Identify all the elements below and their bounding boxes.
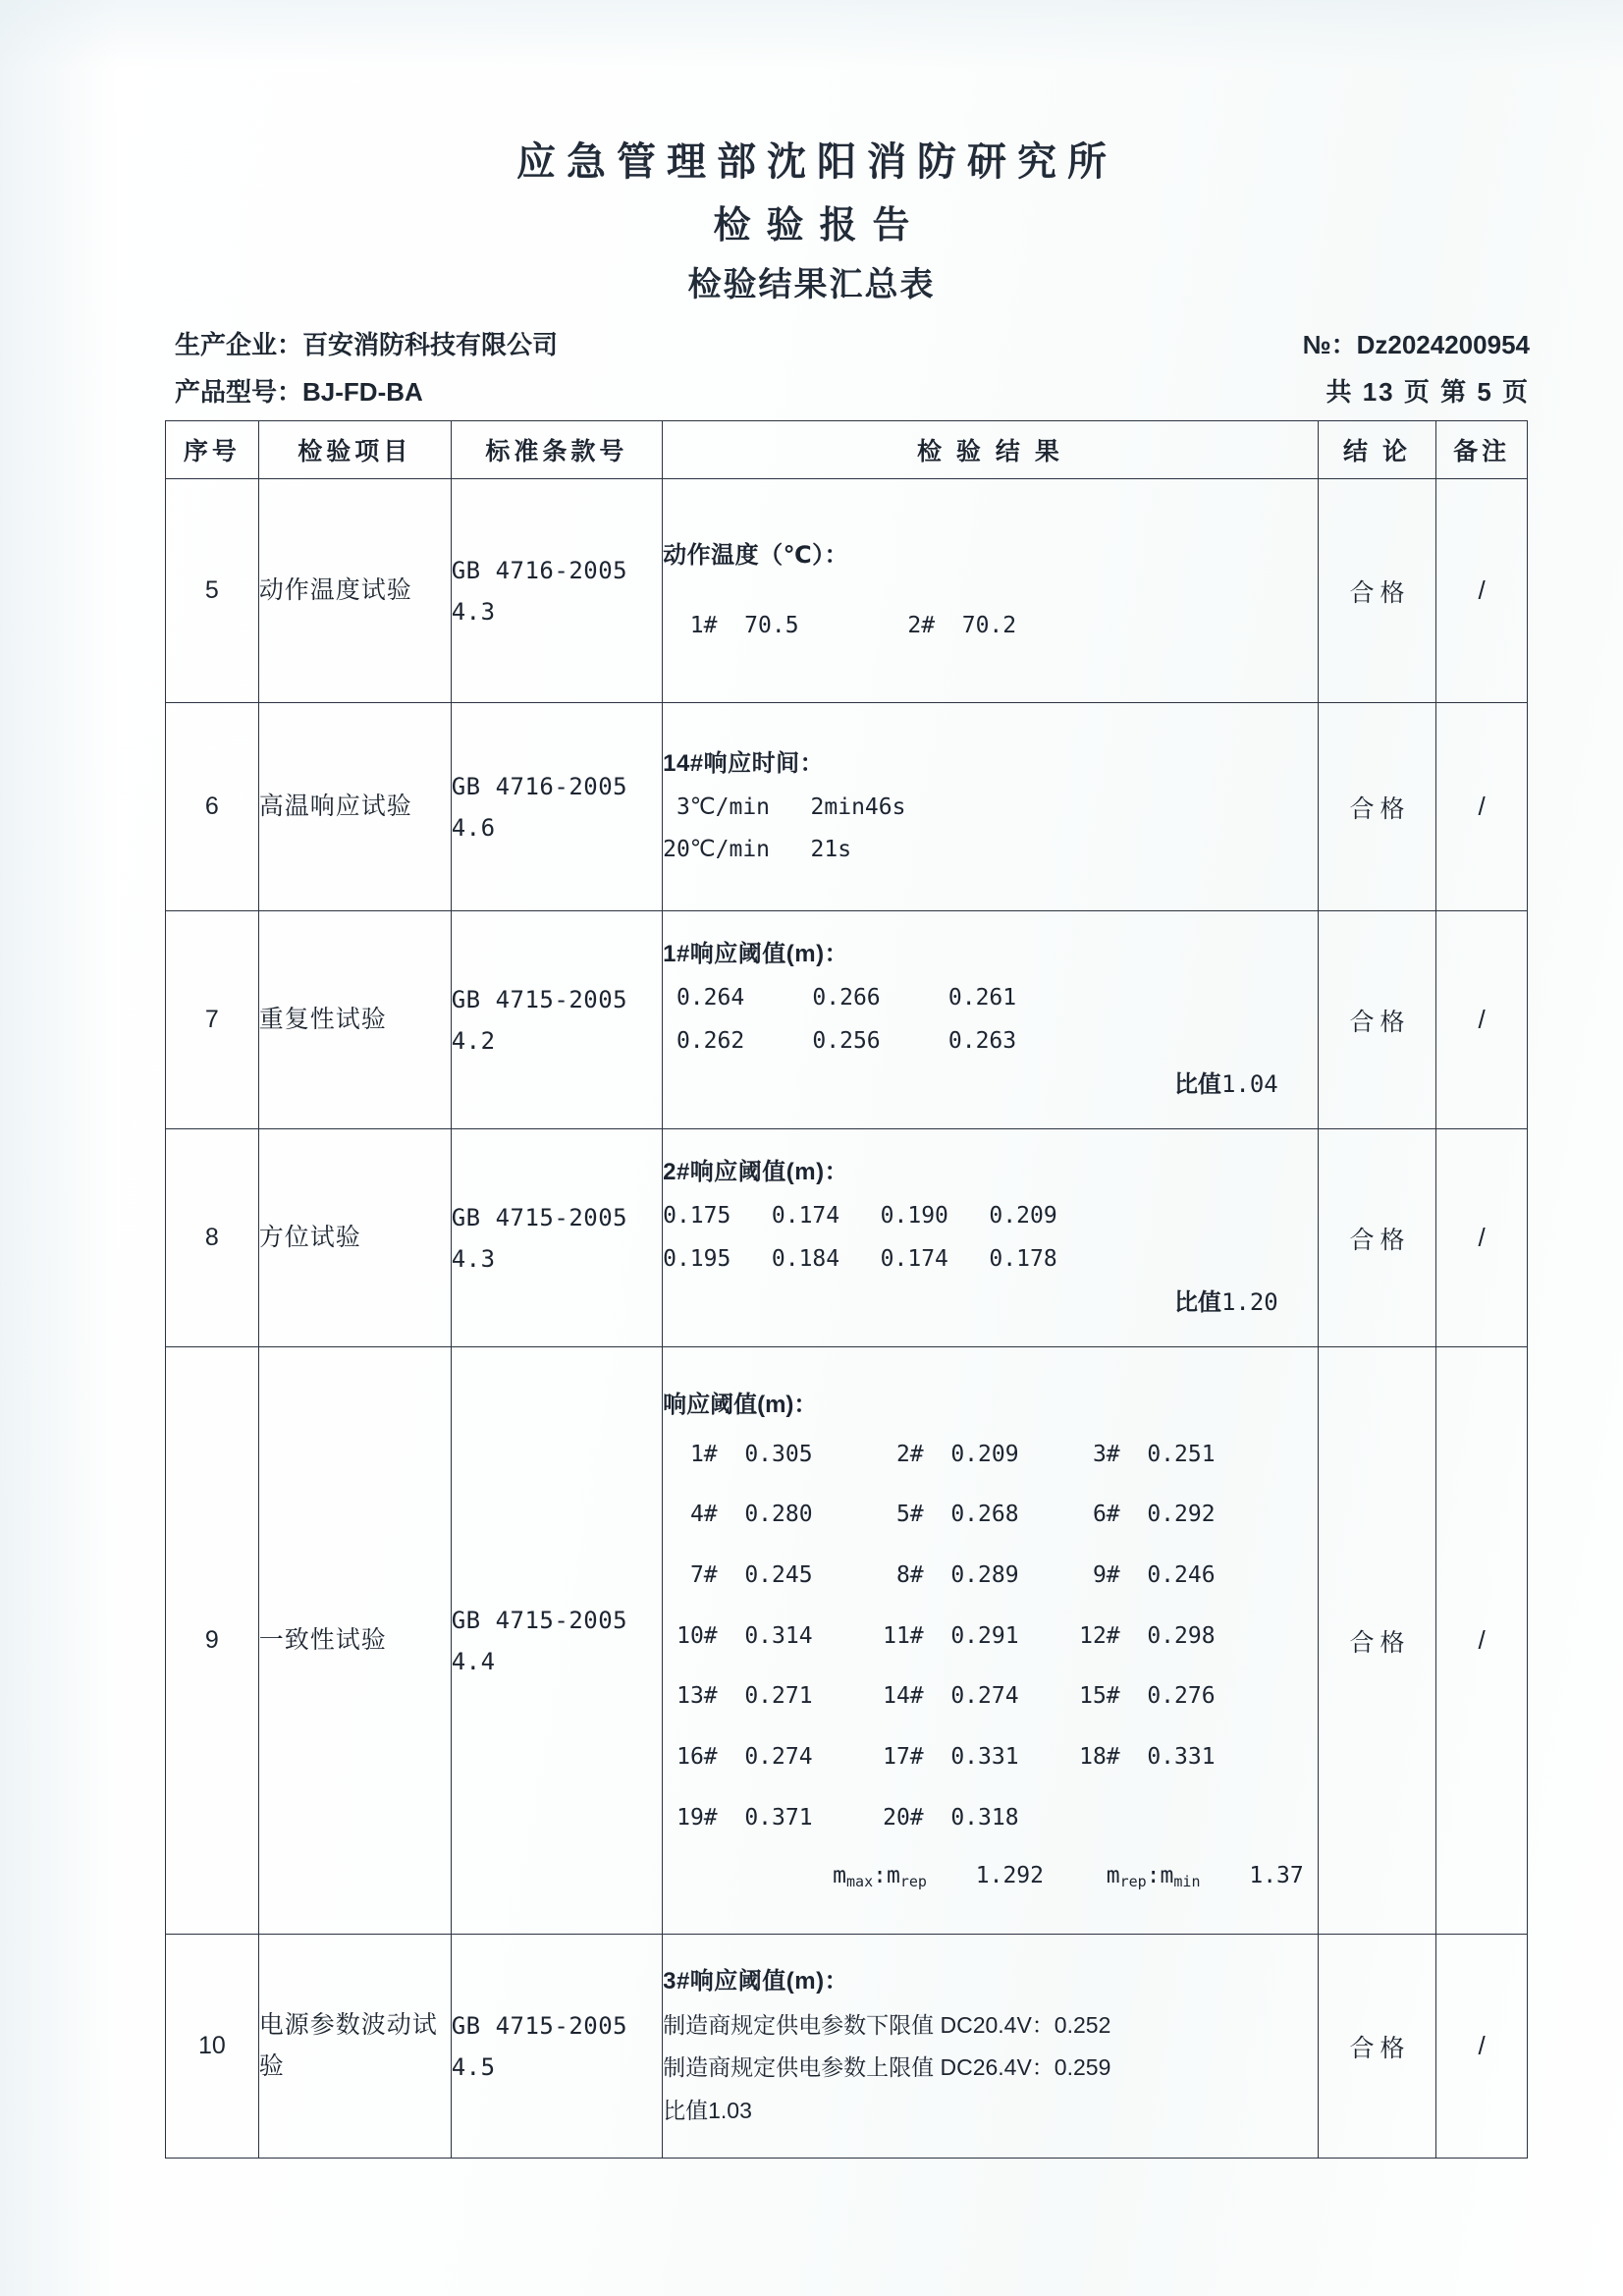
consistency-cell: 6# 0.292 [1079, 1502, 1216, 1528]
result-line: 0.175 0.174 0.190 0.209 [663, 1202, 1057, 1229]
page-info: 共 13 页 第 5 页 [1325, 376, 1530, 407]
consistency-cell: 7# 0.245 [676, 1561, 813, 1588]
consistency-cell [1079, 1797, 1275, 1840]
meta-left-block [175, 321, 558, 415]
cell-result [663, 1129, 1319, 1347]
ratio-rep-min: $m_{rep}:m_{min}$ [1106, 1863, 1201, 1891]
consistency-cell: 10# 0.314 [676, 1622, 813, 1649]
form-title: 检验结果汇总表 [687, 266, 936, 303]
meta-info [0, 321, 1623, 417]
ratio-value: 1.20 [1220, 1288, 1278, 1317]
consistency-cell: 2# 0.209 [883, 1441, 1019, 1467]
consistency-cell: 14# 0.274 [883, 1683, 1019, 1710]
model-value: BJ-FD-BA [302, 376, 423, 407]
consistency-cell: 16# 0.274 [676, 1743, 813, 1770]
cell-no: 10 [166, 1935, 259, 2159]
institute-title: 应急管理部沈阳消防研究所 [516, 140, 1117, 184]
cell-remark: / [1436, 911, 1528, 1129]
cell-remark: / [1436, 479, 1528, 703]
cell-item: 高温响应试验 [258, 703, 451, 911]
clause-standard: GB 4716-2005 [451, 556, 628, 584]
result-ratio: 比值1.03 [663, 2098, 752, 2124]
cell-item: 动作温度试验 [258, 479, 451, 703]
result-heading: 响应阈值(m)： [663, 1391, 818, 1418]
clause-standard: GB 4716-2005 [451, 772, 628, 800]
th-conclusion: 结 论 [1318, 421, 1436, 479]
cell-clause [451, 479, 662, 703]
result-heading: 14#响应时间： [663, 750, 825, 778]
cell-item: 一致性试验 [258, 1347, 451, 1935]
cell-result [663, 911, 1319, 1129]
clause-standard: GB 4715-2005 [451, 1203, 628, 1231]
consistency-cell: 15# 0.276 [1079, 1683, 1216, 1710]
consistency-cell: 12# 0.298 [1079, 1622, 1216, 1649]
result-heading: 3#响应阈值(m)： [663, 1968, 849, 1995]
report-number-label: №： [1302, 329, 1357, 359]
consistency-cell: 4# 0.280 [676, 1502, 813, 1528]
th-result: 检 验 结 果 [663, 421, 1319, 479]
cell-conclusion: 合格 [1318, 911, 1436, 1129]
consistency-cell: 17# 0.331 [883, 1743, 1019, 1770]
table-row [166, 1129, 1528, 1347]
cell-remark: / [1436, 1129, 1528, 1347]
clause-section: 4.4 [451, 1647, 496, 1675]
result-heading: 动作温度（℃）： [663, 541, 849, 569]
clause-section: 4.3 [451, 597, 496, 626]
th-clause: 标准条款号 [451, 421, 662, 479]
cell-remark: / [1436, 703, 1528, 911]
result-ratio [663, 1281, 1318, 1326]
clause-section: 4.3 [451, 1244, 496, 1273]
consistency-cell: 19# 0.371 [676, 1804, 813, 1831]
cell-clause [451, 1935, 662, 2159]
ratio-label: 比值 [1173, 1071, 1221, 1099]
results-table-wrapper [165, 420, 1528, 2159]
table-row [166, 1347, 1528, 1935]
ratio-value: 1.04 [1220, 1070, 1278, 1099]
ratio-rep-min-value: 1.37 [1249, 1863, 1304, 1889]
th-no: 序号 [166, 421, 259, 479]
cell-conclusion: 合格 [1318, 1935, 1436, 2159]
manufacturer-label: 生产企业： [175, 329, 303, 359]
consistency-cell: 20# 0.318 [883, 1804, 1019, 1831]
manufacturer-value: 百安消防科技有限公司 [302, 329, 559, 359]
result-heading: 2#响应阈值(m)： [663, 1159, 849, 1186]
cell-result [663, 1935, 1319, 2159]
report-title: 检验报告 [713, 205, 926, 246]
cell-no: 9 [166, 1347, 259, 1935]
document-header [0, 0, 1623, 309]
consistency-cell: 5# 0.268 [883, 1502, 1019, 1528]
clause-standard: GB 4715-2005 [451, 985, 628, 1013]
report-number-value: Dz2024200954 [1356, 329, 1530, 359]
consistency-cell: 3# 0.251 [1079, 1441, 1216, 1467]
manufacturer-line [175, 321, 558, 368]
clause-standard: GB 4715-2005 [451, 2011, 628, 2040]
cell-no: 7 [166, 911, 259, 1129]
cell-no: 6 [166, 703, 259, 911]
consistency-cell: 18# 0.331 [1079, 1743, 1216, 1770]
consistency-grid [663, 1434, 1318, 1840]
cell-remark: / [1436, 1347, 1528, 1935]
meta-right-block [1303, 321, 1530, 415]
clause-section: 4.6 [451, 813, 496, 842]
cell-conclusion: 合格 [1318, 1347, 1436, 1935]
result-ratio [663, 1063, 1318, 1108]
result-line: 0.264 0.266 0.261 [663, 984, 1017, 1011]
result-heading: 1#响应阈值(m)： [663, 941, 849, 968]
result-line: 制造商规定供电参数上限值 DC26.4V：0.259 [663, 2054, 1111, 2081]
table-header-row [166, 421, 1528, 479]
ratio-max-rep-value: 1.292 [975, 1863, 1045, 1889]
cell-conclusion: 合格 [1318, 703, 1436, 911]
cell-item: 电源参数波动试验 [258, 1935, 451, 2159]
cell-no: 5 [166, 479, 259, 703]
cell-clause [451, 703, 662, 911]
ratio-label: 比值 [1173, 1289, 1221, 1317]
consistency-cell: 11# 0.291 [883, 1622, 1019, 1649]
cell-result [663, 479, 1319, 703]
clause-standard: GB 4715-2005 [451, 1606, 628, 1634]
table-row [166, 479, 1528, 703]
clause-section: 4.2 [451, 1026, 496, 1055]
result-line: 0.195 0.184 0.174 0.178 [663, 1245, 1057, 1272]
consistency-cell: 1# 0.305 [676, 1441, 813, 1467]
consistency-cell: 13# 0.271 [676, 1683, 813, 1710]
cell-conclusion: 合格 [1318, 1129, 1436, 1347]
result-line: 0.262 0.256 0.263 [663, 1027, 1017, 1054]
result-line: 3℃/min 2min46s [663, 793, 906, 820]
cell-no: 8 [166, 1129, 259, 1347]
result-line: 20℃/min 21s [663, 837, 852, 863]
table-row [166, 911, 1528, 1129]
table-row [166, 1935, 1528, 2159]
th-item: 检验项目 [258, 421, 451, 479]
model-label: 产品型号： [175, 376, 303, 407]
cell-clause [451, 911, 662, 1129]
cell-clause [451, 1129, 662, 1347]
clause-section: 4.5 [451, 2052, 496, 2081]
cell-conclusion: 合格 [1318, 479, 1436, 703]
table-row [166, 703, 1528, 911]
cell-remark: / [1436, 1935, 1528, 2159]
result-line: 制造商规定供电参数下限值 DC20.4V：0.252 [663, 2011, 1111, 2038]
report-number-line [1303, 321, 1530, 368]
consistency-ratios [663, 1855, 1318, 1898]
cell-result [663, 703, 1319, 911]
ratio-max-rep: $m_{max}:m_{rep}$ [833, 1863, 927, 1891]
result-line: 1# 70.5 2# 70.2 [663, 613, 1017, 639]
results-table [165, 420, 1528, 2159]
cell-result [663, 1347, 1319, 1935]
consistency-cell: 8# 0.289 [883, 1561, 1019, 1588]
model-line [175, 368, 558, 415]
cell-clause [451, 1347, 662, 1935]
th-remark: 备注 [1436, 421, 1528, 479]
cell-item: 方位试验 [258, 1129, 451, 1347]
cell-item: 重复性试验 [258, 911, 451, 1129]
consistency-cell: 9# 0.246 [1079, 1561, 1216, 1588]
